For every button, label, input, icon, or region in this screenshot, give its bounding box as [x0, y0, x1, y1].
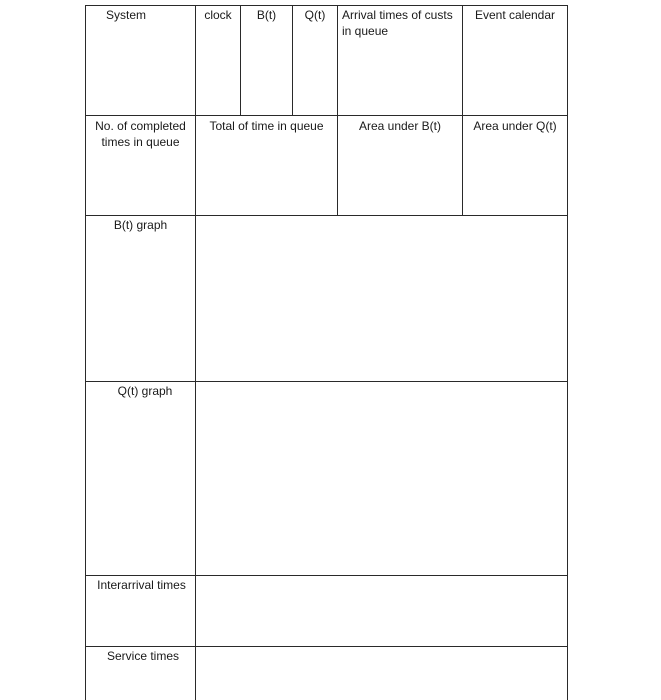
- total-time-label: Total of time in queue: [209, 119, 324, 133]
- grid-line: [85, 5, 86, 700]
- completed-label: No. of completed times in queue: [95, 119, 186, 149]
- grid-line: [85, 381, 568, 382]
- bt-graph-label: B(t) graph: [113, 218, 168, 232]
- interarrival-label: Interarrival times: [97, 578, 186, 592]
- clock-label: clock: [204, 8, 232, 22]
- system-label: System: [105, 8, 146, 22]
- area-bt-label: Area under B(t): [358, 119, 442, 133]
- qt-label: Q(t): [304, 8, 326, 22]
- service-label: Service times: [106, 649, 180, 663]
- grid-line: [85, 115, 568, 116]
- grid-line: [195, 5, 196, 700]
- grid-line: [567, 5, 568, 700]
- grid-line: [85, 215, 568, 216]
- arrival-times-label: Arrival times of custs in queue: [342, 8, 453, 38]
- grid-line: [85, 646, 568, 647]
- event-calendar-label: Event calendar: [474, 8, 556, 22]
- bt-label: B(t): [256, 8, 277, 22]
- qt-graph-label: Q(t) graph: [117, 384, 173, 398]
- grid-line: [85, 575, 568, 576]
- grid-line: [85, 5, 568, 6]
- area-qt-label: Area under Q(t): [473, 119, 557, 133]
- grid-line: [337, 5, 338, 215]
